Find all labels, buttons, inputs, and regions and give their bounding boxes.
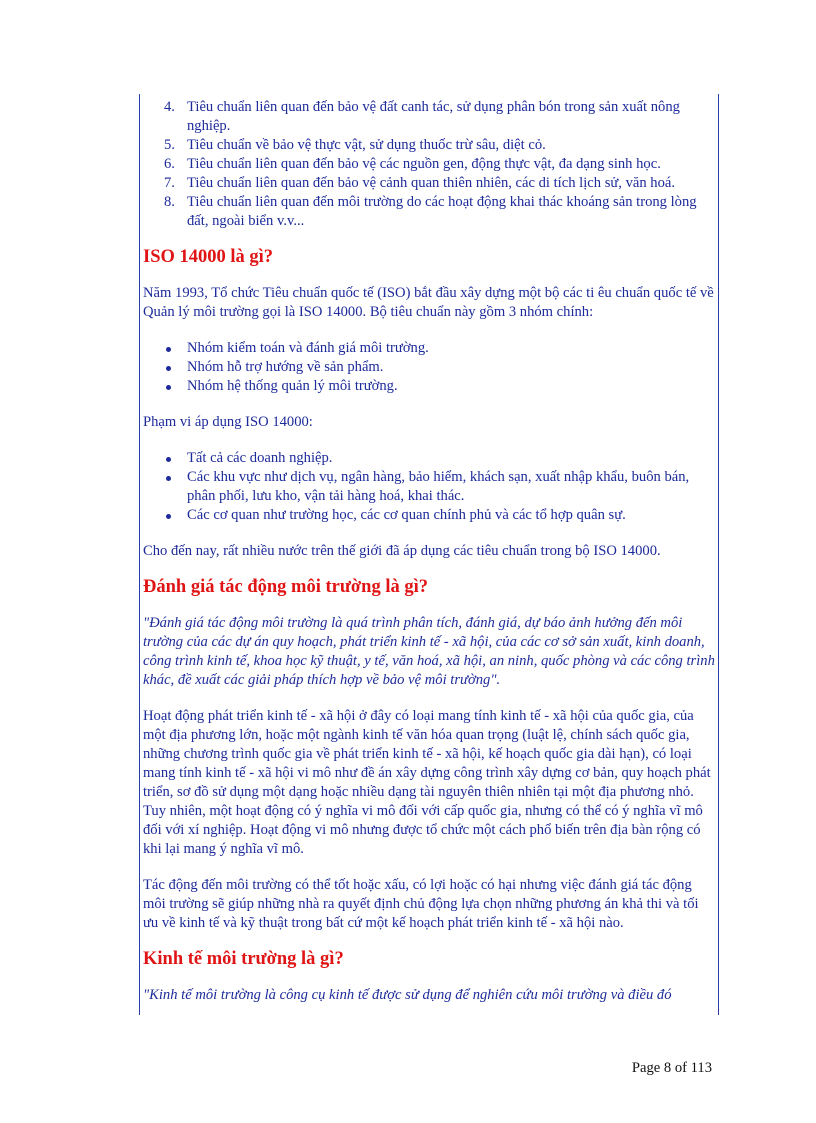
eia-paragraph-1: Hoạt động phát triển kinh tế - xã hội ở đây có loại mang tính kinh tế - xã hội của quốc gia, của một địa phương lớn, hoặc một ngành kinh tế văn hóa quan trọng (luật lệ, chính sách quốc gia, những chương trình quốc gia về phát triển kinh tế - xã hội, kế hoạch quốc gia dài hạn), có loại mang tính kinh tế - xã hội vi mô như đề án xây dựng công trình xây dựng cơ bản, quy hoạch phát triển, sơ đồ sử dụng một dạng hoặc nhiều dạng tài nguyên thiên nhiên tại một địa phương nhỏ. Tuy nhiên, một hoạt động có ý nghĩa vi mô đối với cấp quốc gia, nhưng có thể có ý nghĩa vĩ mô đối với xí nghiệp. Hoạt động vi mô nhưng được tổ chức một cách phổ biến trên địa bàn rộng có khi lại mang ý nghĩa vĩ mô. bbox=[143, 708, 711, 857]
page-number: Page 8 of 113 bbox=[631, 1060, 712, 1076]
list-item: 7. Tiêu chuẩn liên quan đến bảo vệ cảnh quan thiên nhiên, các di tích lịch sử, văn hoá. bbox=[164, 175, 676, 191]
eia-heading: Đánh giá tác động môi trường là gì? bbox=[143, 577, 428, 597]
list-item: Nhóm hỗ trợ hướng về sản phẩm. bbox=[143, 358, 715, 377]
iso-scope-label: Phạm vi áp dụng ISO 14000: bbox=[143, 414, 313, 430]
econ-heading: Kinh tế môi trường là gì? bbox=[143, 949, 344, 969]
content-frame bbox=[139, 94, 719, 1015]
list-item: 8. Tiêu chuẩn liên quan đến môi trường do các hoạt động khai thác khoáng sản trong lòng đất, ngoài biển v.v... bbox=[164, 194, 697, 229]
iso-heading: ISO 14000 là gì? bbox=[143, 247, 274, 267]
econ-definition-quote: "Kinh tế môi trường là công cụ kinh tế được sử dụng để nghiên cứu môi trường và điều đó bbox=[143, 987, 672, 1003]
list-item: Các cơ quan như trường học, các cơ quan chính phủ và các tổ hợp quân sự. bbox=[143, 506, 715, 525]
iso-scope-list bbox=[143, 449, 715, 525]
iso-groups-list bbox=[143, 339, 715, 396]
list-item: 6. Tiêu chuẩn liên quan đến bảo vệ các nguồn gen, động thực vật, đa dạng sinh học. bbox=[164, 156, 661, 172]
list-item: Nhóm hệ thống quản lý môi trường. bbox=[143, 377, 715, 396]
list-item: 4. Tiêu chuẩn liên quan đến bảo vệ đất canh tác, sử dụng phân bón trong sản xuất nông nghiệp. bbox=[164, 99, 680, 134]
list-item: Tất cả các doanh nghiệp. bbox=[143, 449, 715, 468]
list-item: Các khu vực như dịch vụ, ngân hàng, bảo hiểm, khách sạn, xuất nhập khẩu, buôn bán, phân phối, lưu kho, vận tải hàng hoá, khai thác. bbox=[143, 468, 715, 506]
iso-intro: Năm 1993, Tổ chức Tiêu chuẩn quốc tế (ISO) bắt đầu xây dựng một bộ các ti êu chuẩn quốc tế về Quản lý môi trường gọi là ISO 14000. Bộ tiêu chuẩn này gồm 3 nhóm chính: bbox=[143, 285, 714, 320]
list-item: 5. Tiêu chuẩn về bảo vệ thực vật, sử dụng thuốc trừ sâu, diệt cỏ. bbox=[164, 137, 546, 153]
eia-paragraph-2: Tác động đến môi trường có thể tốt hoặc xấu, có lợi hoặc có hại nhưng việc đánh giá tác động môi trường sẽ giúp những nhà ra quyết định chủ động lựa chọn những phương án khả thi và tối ưu về kinh tế và kỹ thuật trong bất cứ một kế hoạch phát triển kinh tế - xã hội nào. bbox=[143, 877, 699, 931]
list-item: Nhóm kiểm toán và đánh giá môi trường. bbox=[143, 339, 715, 358]
eia-definition-quote: "Đánh giá tác động môi trường là quá trình phân tích, đánh giá, dự báo ảnh hưởng đến môi trường của các dự án quy hoạch, phát triển kinh tế - xã hội, của các cơ sở sản xuất, kinh doanh, công trình kinh tế, khoa học kỹ thuật, y tế, văn hoá, xã hội, an ninh, quốc phòng và các công trình khác, đề xuất các giải pháp thích hợp về bảo vệ môi trường". bbox=[143, 615, 715, 688]
content-body bbox=[143, 98, 715, 1005]
standards-list bbox=[143, 98, 715, 231]
iso-closing: Cho đến nay, rất nhiều nước trên thế giới đã áp dụng các tiêu chuẩn trong bộ ISO 14000. bbox=[143, 543, 661, 559]
